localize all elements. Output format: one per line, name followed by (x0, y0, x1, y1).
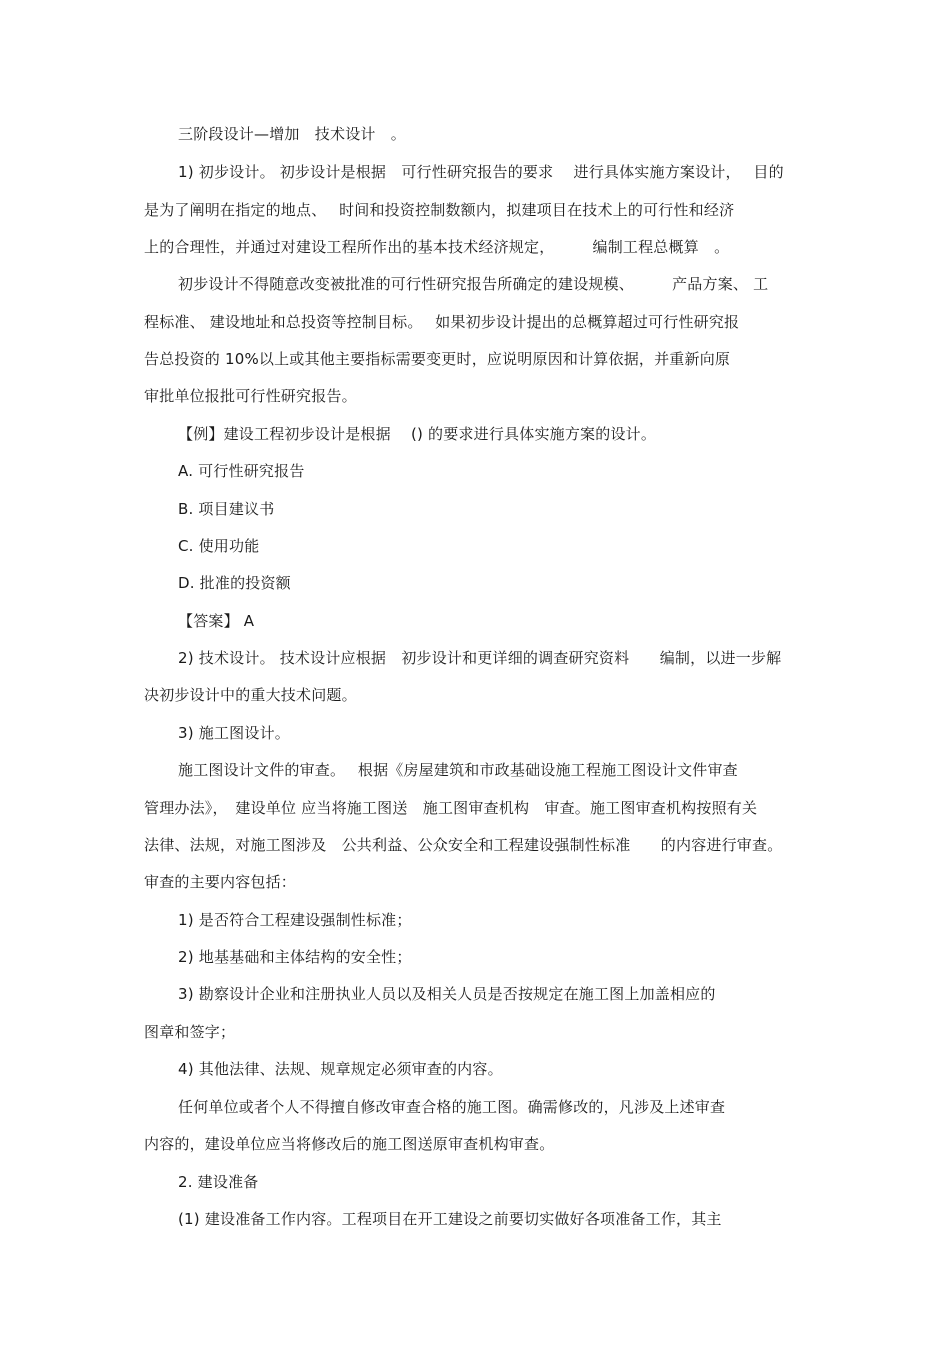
text-line-21: 审查的主要内容包括： (144, 873, 297, 891)
text-line-5: 初步设计不得随意改变被批准的可行性研究报告所确定的建设规模、 产品方案、 工 (178, 275, 769, 293)
text-line-8: 审批单位报批可行性研究报告。 (144, 387, 357, 405)
option-c: C. 使用功能 (178, 537, 260, 555)
text-line-30: (1) 建设准备工作内容。工程项目在开工建设之前要切实做好各项准备工作，其主 (178, 1210, 722, 1228)
text-line-19: 管理办法》， 建设单位 应当将施工图送 施工图审查机构 审查。施工图审查机构按照有关 (144, 799, 758, 817)
text-line-20: 法律、法规，对施工图涉及 公共利益、公众安全和工程建设强制性标准 的内容进行审查。 (144, 836, 783, 854)
text-line-26: 4) 其他法律、法规、规章规定必须审查的内容。 (178, 1060, 503, 1078)
text-line-24: 3) 勘察设计企业和注册执业人员以及相关人员是否按规定在施工图上加盖相应的 (178, 985, 716, 1003)
text-line-16: 决初步设计中的重大技术问题。 (144, 686, 357, 704)
option-d: D. 批准的投资额 (178, 574, 291, 592)
option-b: B. 项目建议书 (178, 500, 275, 518)
text-line-25: 图章和签字； (144, 1023, 236, 1041)
text-line-27: 任何单位或者个人不得擅自修改审查合格的施工图。确需修改的，凡涉及上述审查 (178, 1098, 726, 1116)
text-line-4: 上的合理性，并通过对建设工程所作出的基本技术经济规定， 编制工程总概算 。 (144, 238, 730, 256)
text-line-23: 2) 地基基础和主体结构的安全性； (178, 948, 412, 966)
text-line-15: 2) 技术设计。 技术设计应根据 初步设计和更详细的调查研究资料 编制，以进一步解 (178, 649, 782, 667)
text-line-6: 程标准、 建设地址和总投资等控制目标。 如果初步设计提出的总概算超过可行性研究报 (144, 313, 740, 331)
text-line-2: 1) 初步设计。 初步设计是根据 可行性研究报告的要求 进行具体实施方案设计， 目的 (178, 163, 784, 181)
section-heading: 2. 建设准备 (178, 1173, 259, 1191)
text-line-7: 告总投资的 10%以上或其他主要指标需要变更时，应说明原因和计算依据，并重新向原 (144, 350, 731, 368)
text-line-3: 是为了阐明在指定的地点、 时间和投资控制数额内，拟建项目在技术上的可行性和经济 (144, 201, 735, 219)
text-line-1: 三阶段设计—增加 技术设计 。 (178, 125, 407, 143)
text-line-28: 内容的，建设单位应当将修改后的施工图送原审查机构审查。 (144, 1135, 555, 1153)
text-line-18: 施工图设计文件的审查。 根据《房屋建筑和市政基础设施工程施工图设计文件审查 (178, 761, 738, 779)
answer-line: 【答案】 A (178, 612, 255, 630)
option-a: A. 可行性研究报告 (178, 462, 305, 480)
example-question: 【例】建设工程初步设计是根据 () 的要求进行具体实施方案的设计。 (178, 425, 657, 443)
text-line-17: 3) 施工图设计。 (178, 724, 290, 742)
text-line-22: 1) 是否符合工程建设强制性标准； (178, 911, 412, 929)
